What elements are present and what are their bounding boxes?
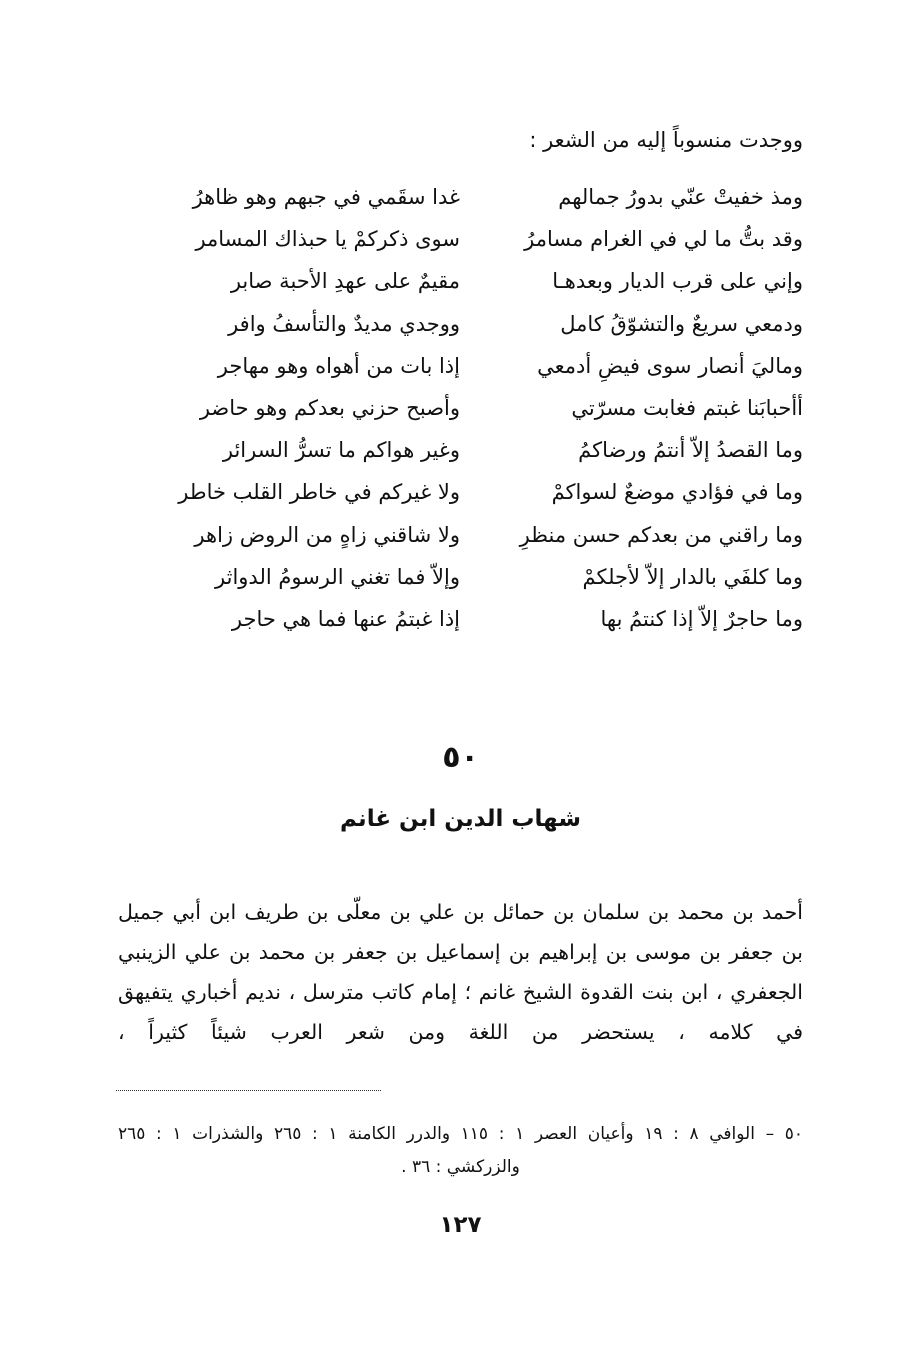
verse-hemistich: وما في فؤادي موضعٌ لسواكمْ <box>551 480 803 505</box>
verse-hemistich: ووجدي مديدٌ والتأسفُ وافر <box>228 311 460 336</box>
verse-hemistich: ودمعي سريعٌ والتشوّقُ كامل <box>560 311 803 336</box>
verse-hemistich: مقيمٌ على عهدِ الأحبة صابر <box>230 269 460 294</box>
verse-hemistich: وقد بتُّ ما لي في الغرام مسامرُ <box>524 227 803 252</box>
verse-hemistich: إذا بات من أهواه وهو مهاجر <box>217 353 460 378</box>
verse-hemistich: غدا سقَمي في جبهم وهو ظاهرُ <box>192 185 460 209</box>
poem-block <box>118 176 803 640</box>
verse-hemistich: أأحبابَنا غبتم فغابت مسرّتي <box>571 395 803 420</box>
footnote-line: ٥٠ – الوافي ٨ : ١٩ وأعيان العصر ١ : ١١٥ والدرر الكامنة ١ : ٢٦٥ والشذرات ١ : ٢٦٥ <box>118 1124 803 1144</box>
verse-hemistich: وما القصدُ إلاّ أنتمُ ورضاكمُ <box>578 438 803 463</box>
verse-hemistich: وغير هواكم ما تسرُّ السرائر <box>222 438 460 463</box>
verse-hemistich: ومذ خفيتْ عنّي بدورُ جمالهم <box>558 185 803 209</box>
verse-hemistich: وما راقني من بعدكم حسن منظرِ <box>519 522 803 547</box>
footnotes <box>118 1118 803 1184</box>
poem-column-right <box>461 176 803 640</box>
page-number: ١٢٧ <box>439 1212 482 1238</box>
verse-hemistich: إذا غبتمُ عنها فما هي حاجر <box>231 606 460 631</box>
footnote-divider <box>116 1090 381 1091</box>
biography-text: أحمد بن محمد بن سلمان بن حمائل بن علي بن معلّى بن طريف ابن أبي جميل بن جعفر بن موسى بن إبراهيم بن إسماعيل بن جعفر بن محمد بن علي الزينبي الجعفري ، ابن بنت القدوة الشيخ غانم ؛ إمام كاتب مترسل ، نديم أخباري يتفيهق في كلامه ، يستحضر من اللغة ومن شعر العرب شيئاً كثيراً ، <box>118 900 803 1044</box>
footnote-line: والزركشي : ٣٦ . <box>401 1157 520 1177</box>
intro-line: ووجدت منسوباً إليه من الشعر : <box>529 128 803 152</box>
verse-hemistich: ولا غيركم في خاطر القلب خاطر <box>178 480 460 505</box>
verse-hemistich: سوى ذكركمْ يا حبذاك المسامر <box>195 227 460 252</box>
verse-hemistich: وإلاّ فما تغني الرسومُ الدواثر <box>215 564 460 589</box>
section-number: ٥٠ <box>442 740 479 775</box>
verse-hemistich: وأصبح حزني بعدكم وهو حاضر <box>199 395 460 420</box>
verse-hemistich: وما حاجرٌ إلاّ إذا كنتمُ بها <box>600 606 803 631</box>
verse-hemistich: وإني على قرب الديار وبعدهـا <box>552 269 803 294</box>
verse-hemistich: ولا شاقني زاهٍ من الروض زاهر <box>194 522 460 547</box>
verse-hemistich: وماليَ أنصار سوى فيضِ أدمعي <box>537 353 803 378</box>
biography-paragraph <box>118 892 803 1052</box>
verse-hemistich: وما كلفَي بالدار إلاّ لأجلكمْ <box>582 564 803 589</box>
section-title: شهاب الدين ابن غانم <box>340 806 581 832</box>
poem-column-left <box>118 176 460 640</box>
